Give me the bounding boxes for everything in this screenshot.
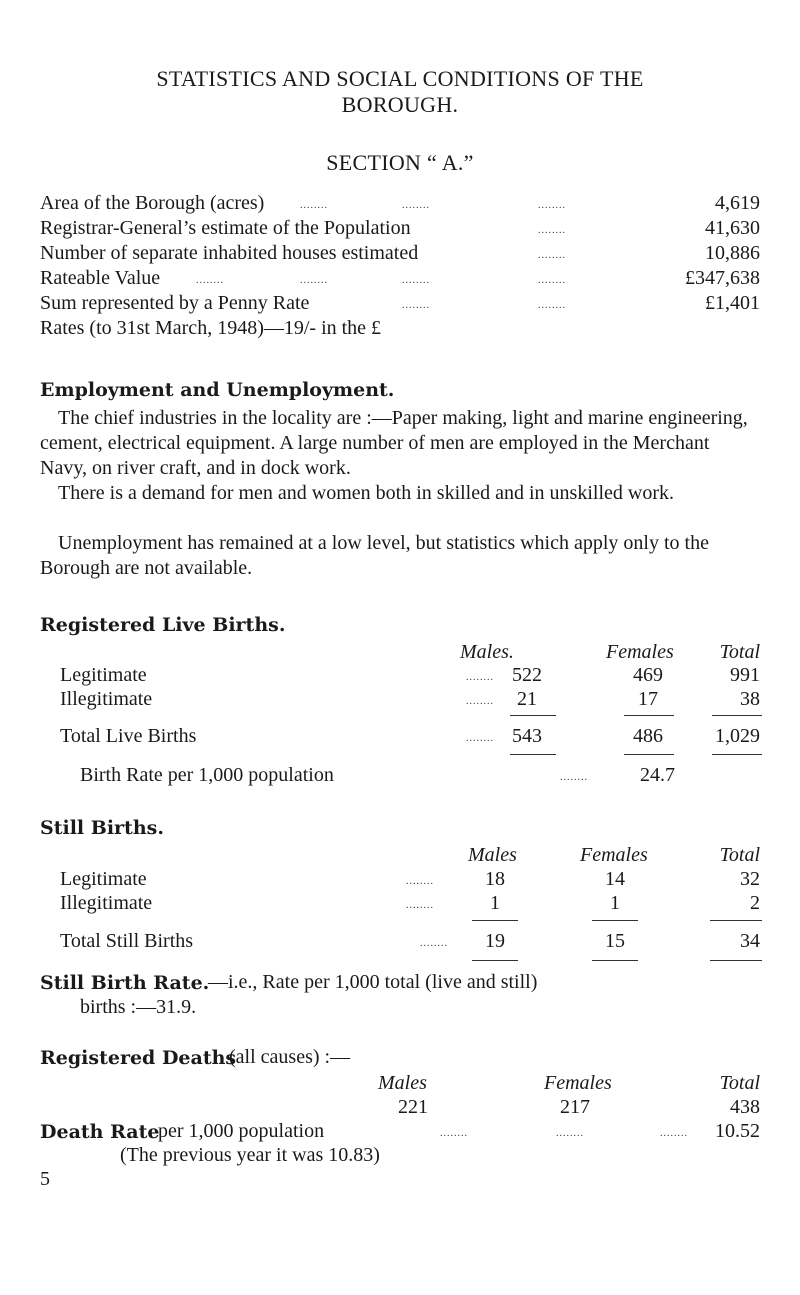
employment-heading: Employment and Unemployment. (40, 379, 395, 401)
leader-dots: ........ (466, 696, 494, 707)
live-births-heading: Registered Live Births. (40, 614, 286, 636)
sum-rule (710, 960, 762, 961)
cell-total: 2 (750, 892, 760, 914)
birth-rate-label: Birth Rate per 1,000 population (80, 764, 334, 786)
cell-females: 14 (605, 868, 625, 890)
employment-paragraph: Unemployment has remained at a low level, but statistics which apply only to the Borough are not available. (40, 532, 709, 579)
cell-males: 21 (517, 688, 537, 710)
sum-rule (624, 754, 674, 755)
leader-dots: ........ (466, 672, 494, 683)
leader-dots: ........ (538, 200, 566, 211)
sum-rule (510, 754, 556, 755)
stat-value: £347,638 (685, 267, 760, 289)
leader-dots: ........ (538, 250, 566, 261)
leader-dots: ........ (402, 300, 430, 311)
death-rate-label: Death Rate (40, 1121, 160, 1143)
col-header-males: Males (468, 844, 517, 866)
col-header-total: Total (719, 844, 760, 866)
leader-dots: ........ (538, 225, 566, 236)
employment-paragraph: There is a demand for men and women both in skilled and in unskilled work. (58, 482, 674, 504)
cell-females: 486 (633, 725, 663, 747)
leader-dots: ........ (402, 275, 430, 286)
leader-dots: ........ (538, 300, 566, 311)
section-heading: SECTION “ A.” (326, 150, 474, 175)
sum-rule (712, 754, 762, 755)
deaths-heading-suffix: (all causes) :— (229, 1046, 351, 1068)
still-birth-rate-text-2: births :—31.9. (80, 996, 197, 1018)
sum-rule (592, 960, 638, 961)
cell-males: 19 (485, 930, 505, 952)
birth-rate-value: 24.7 (640, 764, 675, 786)
col-header-total: Total (719, 641, 760, 663)
sum-rule (472, 960, 518, 961)
previous-year-note: (The previous year it was 10.83) (120, 1144, 380, 1166)
stat-label: Registrar-General’s estimate of the Population (40, 217, 411, 239)
sum-rule (510, 715, 556, 716)
still-births-heading: Still Births. (40, 817, 164, 839)
deaths-females: 217 (560, 1096, 590, 1118)
stat-label: Rates (to 31st March, 1948)—19/- in the £ (40, 317, 382, 339)
deaths-total: 438 (730, 1096, 760, 1118)
page-number: 5 (40, 1168, 50, 1190)
stat-label: Area of the Borough (acres) (40, 192, 265, 214)
row-label: Legitimate (60, 868, 147, 890)
page-title: STATISTICS AND SOCIAL CONDITIONS OF THE (156, 66, 644, 91)
cell-total: 32 (740, 868, 760, 890)
leader-dots: ........ (660, 1128, 688, 1139)
sum-rule (710, 920, 762, 921)
cell-total: 34 (740, 930, 760, 952)
sum-rule (472, 920, 518, 921)
leader-dots: ........ (538, 275, 566, 286)
cell-total: 38 (740, 688, 760, 710)
cell-females: 469 (633, 664, 663, 686)
stat-value: 10,886 (705, 242, 760, 264)
stat-label: Sum represented by a Penny Rate (40, 292, 310, 314)
leader-dots: ........ (300, 275, 328, 286)
total-row-label: Total Still Births (60, 930, 194, 952)
col-header-males: Males (378, 1072, 427, 1094)
stat-value: 4,619 (715, 192, 760, 214)
cell-males: 1 (490, 892, 500, 914)
leader-dots: ........ (300, 200, 328, 211)
sum-rule (592, 920, 638, 921)
leader-dots: ........ (556, 1128, 584, 1139)
leader-dots: ........ (196, 275, 224, 286)
death-rate-label-suffix: per 1,000 population (158, 1120, 325, 1142)
col-header-females: Females (544, 1072, 612, 1094)
col-header-total: Total (719, 1072, 760, 1094)
cell-males: 543 (512, 725, 542, 747)
row-label: Illegitimate (60, 892, 153, 914)
col-header-females: Females (606, 641, 674, 663)
cell-total: 1,029 (715, 725, 760, 747)
leader-dots: ........ (466, 733, 494, 744)
leader-dots: ........ (420, 938, 448, 949)
leader-dots: ........ (406, 900, 434, 911)
deaths-heading: Registered Deaths (40, 1047, 237, 1069)
deaths-males: 221 (398, 1096, 428, 1118)
leader-dots: ........ (406, 876, 434, 887)
cell-males: 18 (485, 868, 505, 890)
stat-value: 41,630 (705, 217, 760, 239)
total-row-label: Total Live Births (60, 725, 197, 747)
page-title-line2: BOROUGH. (341, 92, 459, 117)
still-birth-rate-heading: Still Birth Rate. (40, 972, 210, 994)
col-header-females: Females (580, 844, 648, 866)
still-birth-rate-text: —i.e., Rate per 1,000 total (live and still) (208, 971, 538, 993)
death-rate-value: 10.52 (715, 1120, 760, 1142)
sum-rule (712, 715, 762, 716)
col-header-males: Males. (460, 641, 514, 663)
stat-value: £1,401 (705, 292, 760, 314)
cell-females: 15 (605, 930, 625, 952)
sum-rule (624, 715, 674, 716)
cell-females: 1 (610, 892, 620, 914)
cell-total: 991 (730, 664, 760, 686)
cell-males: 522 (512, 664, 542, 686)
row-label: Legitimate (60, 664, 147, 686)
stat-label: Number of separate inhabited houses estimated (40, 242, 419, 264)
leader-dots: ........ (402, 200, 430, 211)
leader-dots: ........ (440, 1128, 468, 1139)
stat-label: Rateable Value (40, 267, 161, 289)
row-label: Illegitimate (60, 688, 153, 710)
cell-females: 17 (638, 688, 658, 710)
leader-dots: ........ (560, 772, 588, 783)
employment-paragraph: The chief industries in the locality are :—Paper making, light and marine engineering, cement, electrical equipment. A large number of men are employed in the Merchant Navy, on river craft, and in dock work. (40, 407, 748, 479)
